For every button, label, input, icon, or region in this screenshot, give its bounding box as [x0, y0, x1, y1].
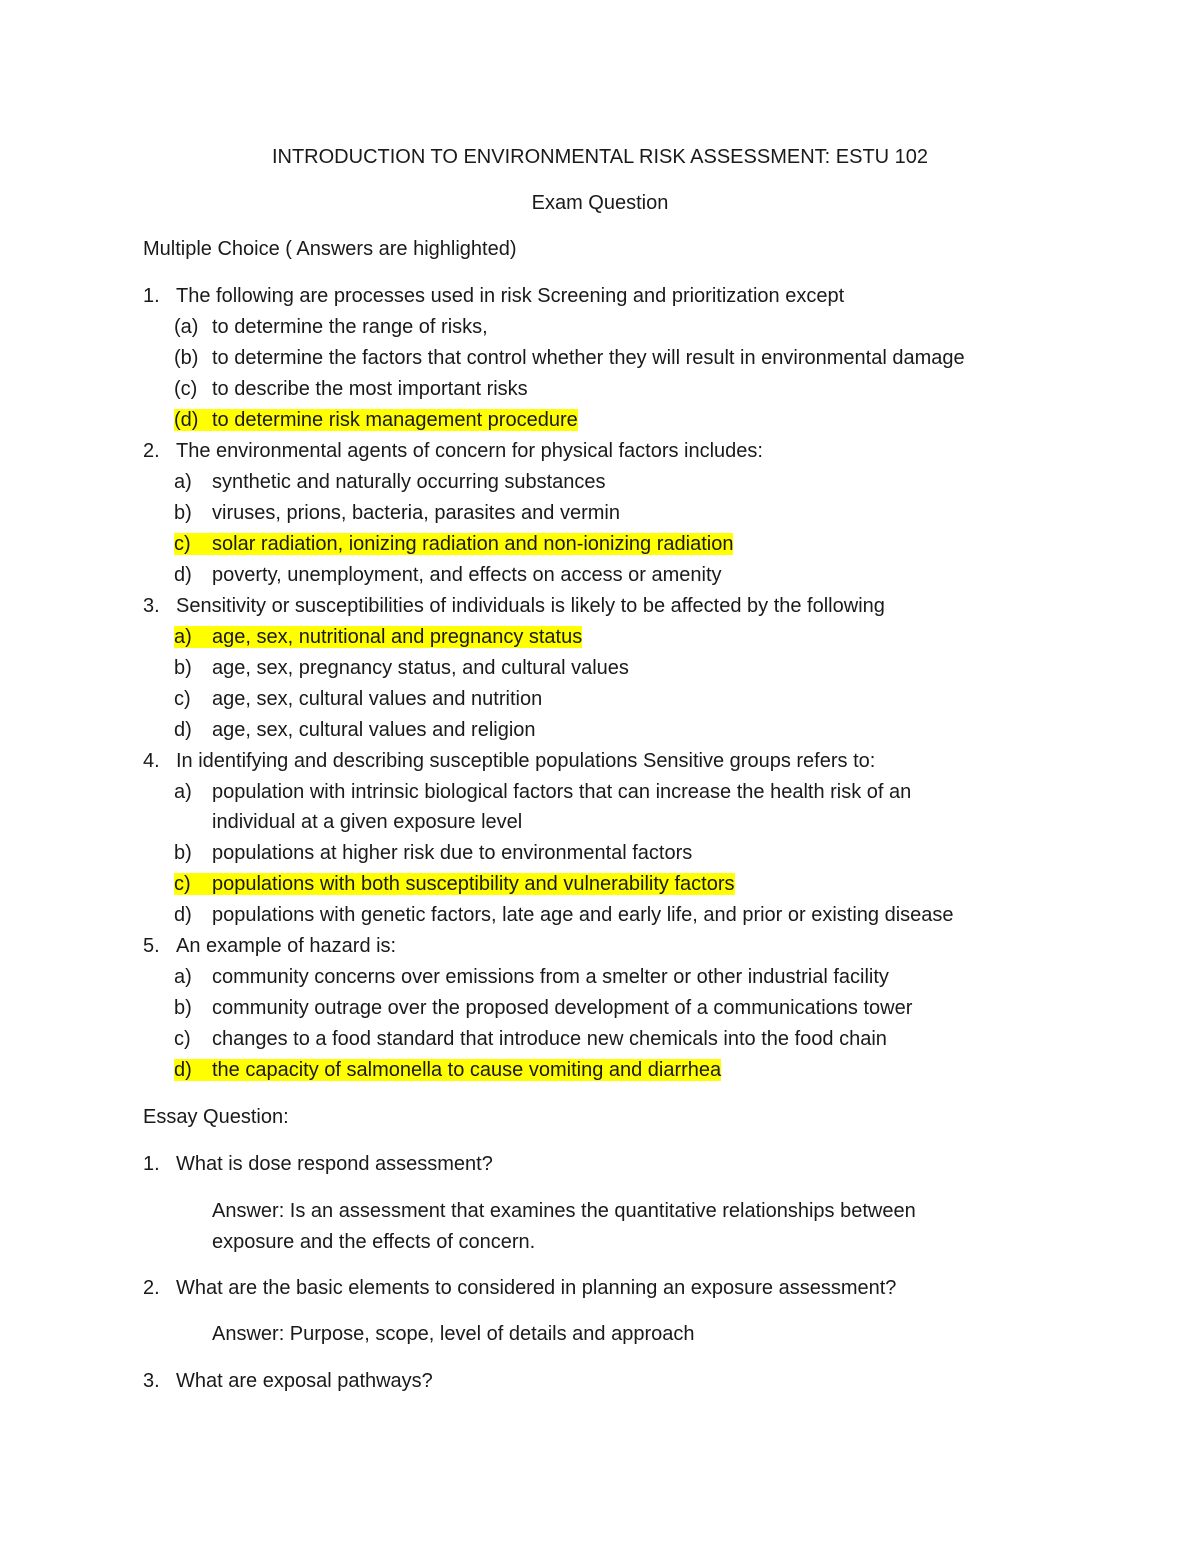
option-text: poverty, unemployment, and effects on access or amenity — [212, 564, 722, 586]
option-label: c) — [174, 873, 191, 895]
option-highlighted-answer — [174, 625, 582, 649]
option-label: d) — [174, 719, 192, 741]
option-label: b) — [174, 842, 192, 864]
question-number: 5. — [143, 935, 160, 957]
highlight-mark — [174, 873, 735, 895]
option-text: to describe the most important risks — [212, 378, 528, 400]
option-text: community outrage over the proposed development of a communications tower — [212, 997, 913, 1019]
question-text: An example of hazard is: — [176, 935, 397, 957]
option-text: age, sex, cultural values and nutrition — [212, 688, 543, 710]
option — [174, 346, 965, 370]
option-label: c) — [174, 533, 191, 555]
option-label: a) — [174, 626, 192, 648]
option — [174, 965, 889, 989]
question-text: Sensitivity or susceptibilities of individuals is likely to be affected by the following — [176, 595, 885, 617]
option — [174, 315, 488, 339]
essay-question-number: 2. — [143, 1277, 160, 1299]
question-text: In identifying and describing susceptible populations Sensitive groups refers to: — [176, 750, 876, 772]
essay-question-text: What are the basic elements to considered in planning an exposure assessment? — [176, 1277, 897, 1299]
essay-question-text: What is dose respond assessment? — [176, 1153, 493, 1175]
option — [174, 563, 722, 587]
essay-heading: Essay Question: — [143, 1106, 289, 1128]
option-label: c) — [174, 1028, 191, 1050]
option-highlighted-answer — [174, 408, 578, 432]
question-number: 4. — [143, 750, 160, 772]
option-text: to determine the factors that control whether they will result in environmental damage — [212, 347, 965, 369]
option-label: d) — [174, 564, 192, 586]
option-text: to determine the range of risks, — [212, 316, 488, 338]
option-text: to determine risk management procedure — [212, 409, 578, 431]
option-text: age, sex, pregnancy status, and cultural values — [212, 657, 629, 679]
question-text: The following are processes used in risk Screening and prioritization except — [176, 285, 845, 307]
essay-question-number: 1. — [143, 1153, 160, 1175]
essay-answer: Answer: Purpose, scope, level of details and approach — [212, 1323, 695, 1345]
option — [174, 1027, 887, 1051]
option — [174, 780, 911, 804]
question-number: 3. — [143, 595, 160, 617]
option-label: b) — [174, 997, 192, 1019]
highlight-mark — [174, 626, 582, 648]
option — [174, 718, 536, 742]
option-label: b) — [174, 502, 192, 524]
option-label: a) — [174, 781, 192, 803]
highlight-mark — [174, 409, 578, 431]
multiple-choice-heading: Multiple Choice ( Answers are highlighted) — [143, 238, 517, 260]
document-subtitle: Exam Question — [531, 192, 669, 214]
option — [174, 841, 692, 865]
option-text: populations with genetic factors, late age and early life, and prior or existing disease — [212, 904, 954, 926]
question-number: 1. — [143, 285, 160, 307]
option — [174, 996, 912, 1020]
option-text: populations with both susceptibility and vulnerability factors — [212, 873, 735, 895]
option — [174, 903, 954, 927]
option-highlighted-answer — [174, 532, 733, 556]
option-label: (a) — [174, 316, 199, 338]
option-highlighted-answer — [174, 1058, 721, 1082]
option-text: changes to a food standard that introduce new chemicals into the food chain — [212, 1028, 887, 1050]
essay-answer-continuation: exposure and the effects of concern. — [212, 1231, 536, 1253]
option-label: (b) — [174, 347, 199, 369]
essay-answer: Answer: Is an assessment that examines the quantitative relationships between — [212, 1200, 916, 1222]
option-text: the capacity of salmonella to cause vomiting and diarrhea — [212, 1059, 722, 1081]
option-label: b) — [174, 657, 192, 679]
option-text: solar radiation, ionizing radiation and non-ionizing radiation — [212, 533, 734, 555]
option — [174, 656, 629, 680]
highlight-mark — [174, 533, 733, 555]
option-label: a) — [174, 471, 192, 493]
option — [174, 501, 620, 525]
option-continuation: individual at a given exposure level — [212, 811, 523, 833]
option-text: populations at higher risk due to environmental factors — [212, 842, 693, 864]
option-text: community concerns over emissions from a smelter or other industrial facility — [212, 966, 889, 988]
essay-question-number: 3. — [143, 1370, 160, 1392]
option-text: synthetic and naturally occurring substances — [212, 471, 606, 493]
question-number: 2. — [143, 440, 160, 462]
option-label: a) — [174, 966, 192, 988]
option — [174, 687, 542, 711]
option-text: age, sex, nutritional and pregnancy status — [212, 626, 583, 648]
option — [174, 470, 606, 494]
option-label: d) — [174, 1059, 192, 1081]
option — [174, 377, 528, 401]
option-label: (d) — [174, 409, 199, 431]
option-text: age, sex, cultural values and religion — [212, 719, 536, 741]
option-label: c) — [174, 688, 191, 710]
highlight-mark — [174, 1059, 721, 1081]
option-label: (c) — [174, 378, 198, 400]
option-highlighted-answer — [174, 872, 735, 896]
option-text: viruses, prions, bacteria, parasites and vermin — [212, 502, 620, 524]
option-label: d) — [174, 904, 192, 926]
question-text: The environmental agents of concern for physical factors includes: — [176, 440, 763, 462]
option-text: population with intrinsic biological factors that can increase the health risk of an — [212, 781, 912, 803]
document-title: INTRODUCTION TO ENVIRONMENTAL RISK ASSESSMENT: ESTU 102 — [271, 146, 929, 168]
essay-question-text: What are exposal pathways? — [176, 1370, 433, 1392]
